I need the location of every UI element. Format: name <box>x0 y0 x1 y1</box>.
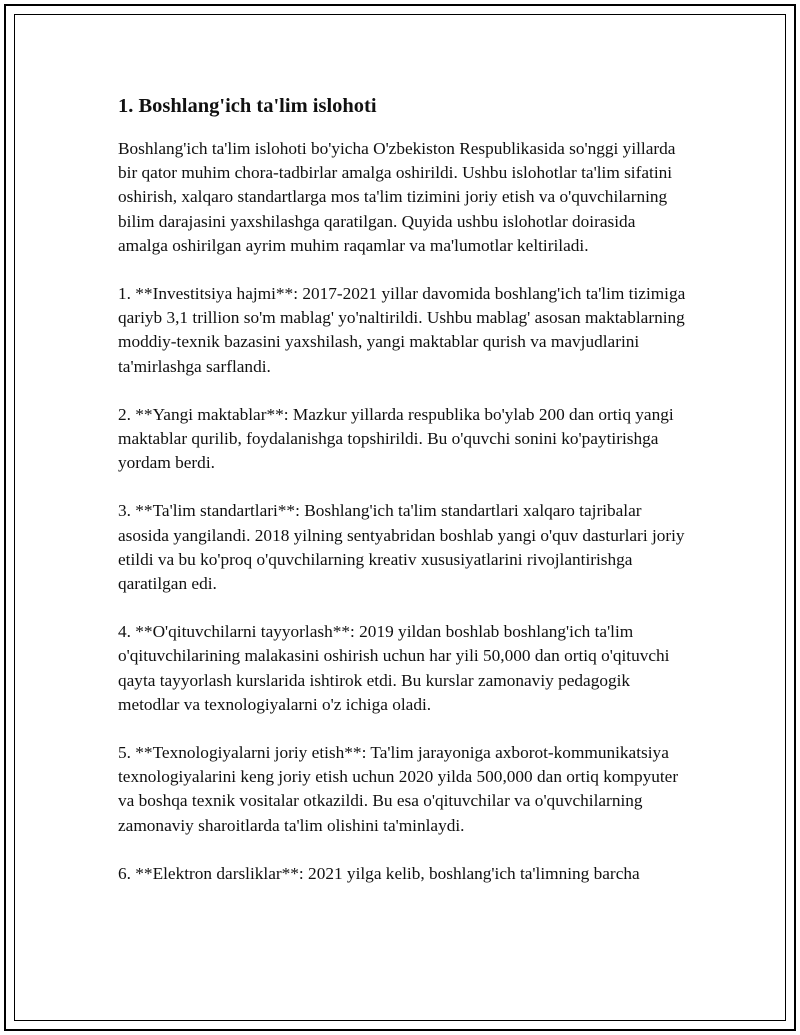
item-standards-paragraph: 3. **Ta'lim standartlari**: Boshlang'ich ta'lim standartlari xalqaro tajribalar asosida yangilandi. 2018 yilning sentyabridan boshlab yangi o'quv dasturlari joriy etildi va bu ko'proq o'quvchilarning kreativ xususiyatlarini rivojlantirishga qaratilgan edi. <box>118 501 685 594</box>
document-body <box>118 94 688 910</box>
item-technology-paragraph: 5. **Texnologiyalarni joriy etish**: Ta'lim jarayoniga axborot-kommunikatsiya texnologiyalarini keng joriy etish uchun 2020 yilda 500,000 dan ortiq kompyuter va boshqa texnik vositalar otkazildi. Bu esa o'qituvchilar va o'quvchilarning zamonaviy sharoitlarda ta'lim olishini ta'minlaydi. <box>118 743 679 835</box>
intro-paragraph: Boshlang'ich ta'lim islohoti bo'yicha O'zbekiston Respublikasida so'nggi yillarda bir qator muhim chora-tadbirlar amalga oshirildi. Ushbu islohotlar ta'lim sifatini oshirish, xalqaro standartlarga mos ta'lim tizimini joriy etish va o'quvchilarning bilim darajasini yaxshilashga qaratilgan. Quyida ushbu islohotlar doirasida amalga oshirilgan ayrim muhim raqamlar va ma'lumotlar keltiriladi. <box>118 139 676 255</box>
item-e-textbooks-paragraph: 6. **Elektron darsliklar**: 2021 yilga kelib, boshlang'ich ta'limning barcha <box>118 863 640 883</box>
item-investment-paragraph: 1. **Investitsiya hajmi**: 2017-2021 yillar davomida boshlang'ich ta'lim tizimiga qariyb 3,1 trillion so'm mablag' yo'naltirildi. Ushbu mablag' asosan maktablarning moddiy-texnik bazasini yaxshilash, yangi maktablar qurish va mavjudlarini ta'mirlashga sarflandi. <box>118 284 686 376</box>
item-new-schools-paragraph: 2. **Yangi maktablar**: Mazkur yillarda respublika bo'ylab 200 dan ortiq yangi maktablar qurilib, foydalanishga topshirildi. Bu o'quvchi sonini ko'paytirishga yordam berdi. <box>118 404 674 473</box>
section-heading: 1. Boshlang'ich ta'lim islohoti <box>118 95 377 117</box>
item-teacher-training-paragraph: 4. **O'qituvchilarni tayyorlash**: 2019 yildan boshlab boshlang'ich ta'lim o'qituvchilarining malakasini oshirish uchun har yili 50,000 dan ortiq o'qituvchi qayta tayyorlash kurslarida ishtirok etdi. Bu kurslar zamonaviy pedagogik metodlar va texnologiyalarni o'z ichiga oladi. <box>118 622 670 714</box>
